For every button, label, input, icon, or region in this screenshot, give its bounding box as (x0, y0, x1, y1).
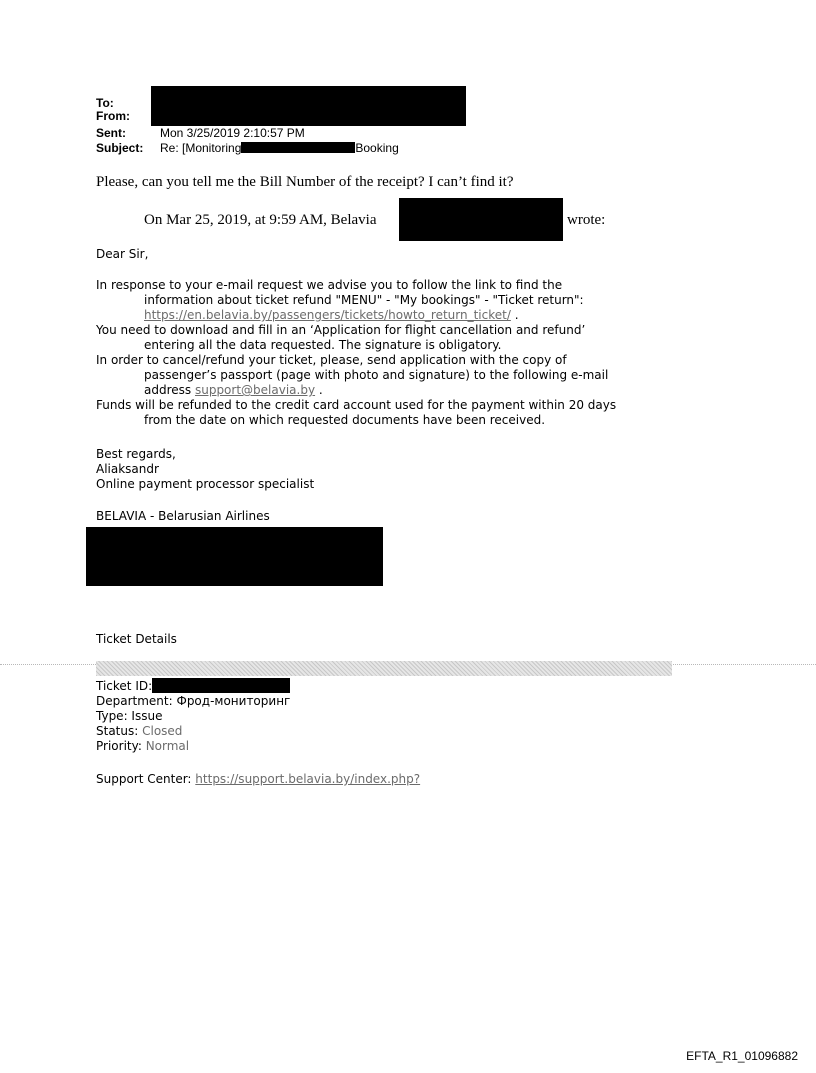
quote-intro-prefix: On Mar 25, 2019, at 9:59 AM, Belavia (144, 212, 377, 228)
from-label: From: (96, 109, 130, 123)
p1-link-end: . (510, 308, 519, 322)
p4-line1: Funds will be refunded to the credit card account used for the payment within 20 days (96, 398, 617, 412)
type-label: Type: (96, 709, 132, 723)
priority-row (96, 739, 290, 754)
support-center-row (96, 772, 420, 787)
p2-line2: entering all the data requested. The signature is obligatory. (144, 338, 502, 352)
sent-label: Sent: (96, 126, 126, 140)
signature-name: Aliaksandr (96, 462, 159, 476)
department-label: Department: (96, 694, 177, 708)
p1-line3 (96, 308, 616, 323)
document-id: EFTA_R1_01096882 (686, 1049, 798, 1063)
to-from-redaction (151, 86, 466, 126)
ticket-id-label: Ticket ID: (96, 679, 153, 693)
subject-suffix: Booking (355, 141, 399, 155)
p3-line1: In order to cancel/refund your ticket, please, send application with the copy of (96, 353, 567, 367)
p1-line1: In response to your e-mail request we advise you to follow the link to find the (96, 278, 563, 292)
status-value: Closed (142, 724, 183, 738)
p3-line3-prefix: address (144, 383, 195, 397)
to-label: To: (96, 96, 114, 110)
department-value: Фрод-мониторинг (176, 694, 291, 708)
p1-line2: information about ticket refund "MENU" - "My bookings" - "Ticket return": (144, 293, 584, 307)
contact-redaction (86, 527, 383, 586)
priority-value: Normal (145, 739, 190, 753)
support-center-label: Support Center: (96, 772, 196, 786)
subject-prefix: Re: [Monitoring (160, 141, 242, 155)
status-row (96, 724, 290, 739)
paragraph-refund-info (96, 278, 616, 428)
greeting: Dear Sir, (96, 247, 149, 261)
subject-label: Subject: (96, 141, 144, 155)
ticket-banner (96, 661, 672, 676)
reply-text: Please, can you tell me the Bill Number of the receipt? I can’t find it? (96, 174, 514, 190)
p3-line3 (96, 383, 616, 398)
signature-company: BELAVIA - Belarusian Airlines (96, 509, 270, 523)
return-ticket-link[interactable]: https://en.belavia.by/passengers/tickets/howto_return_ticket/ (144, 308, 511, 322)
ticket-id-redaction (152, 678, 290, 693)
p3-line3-end: . (315, 383, 323, 397)
support-email-link[interactable]: support@belavia.by (194, 383, 316, 397)
ticket-fields (96, 678, 290, 754)
type-row (96, 709, 290, 724)
type-value: Issue (131, 709, 163, 723)
p4-line2: from the date on which requested documents have been received. (144, 413, 546, 427)
ticket-id-row (96, 678, 290, 694)
priority-label: Priority: (96, 739, 146, 753)
status-label: Status: (96, 724, 143, 738)
subject-redaction (241, 142, 355, 153)
sent-value: Mon 3/25/2019 2:10:57 PM (160, 126, 305, 140)
signature-block (96, 447, 314, 492)
ticket-heading: Ticket Details (96, 632, 177, 646)
quote-intro-suffix: wrote: (567, 212, 606, 228)
sender-redaction (399, 198, 563, 241)
signature-title: Online payment processor specialist (96, 477, 315, 491)
department-row (96, 694, 290, 709)
support-center-link[interactable]: https://support.belavia.by/index.php? (195, 772, 421, 786)
p2-line1: You need to download and fill in an ‘Application for flight cancellation and refund’ (96, 323, 586, 337)
p3-line2: passenger’s passport (page with photo and signature) to the following e-mail (144, 368, 609, 382)
signature-closing: Best regards, (96, 447, 176, 461)
subject-row (96, 142, 399, 155)
sent-row (96, 127, 305, 140)
